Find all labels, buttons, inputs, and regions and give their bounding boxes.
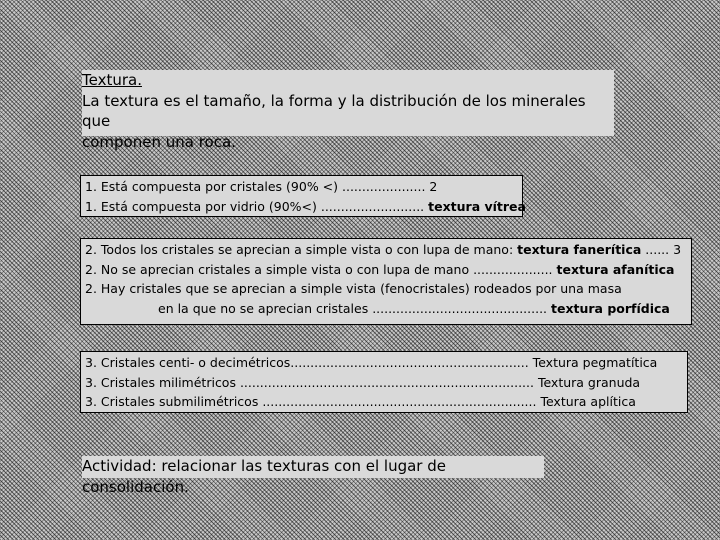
step-1b	[85, 197, 526, 217]
step-1b-text: 1. Está compuesta por vidrio (90%<) ..........................	[85, 198, 429, 214]
step-2c-continued	[85, 299, 686, 319]
activity-text: Actividad: relacionar las texturas con el lugar de consolidación.	[82, 456, 544, 478]
step-2a-result: textura fanerítica	[517, 242, 642, 257]
intro-text-line-2: componen una roca.	[82, 132, 236, 151]
step-2c: 2. Hay cristales que se aprecian a simple vista (fenocristales) rodeados por una masa	[85, 281, 622, 296]
intro-text-line-1: La textura es el tamaño, la forma y la distribución de los minerales que	[82, 91, 586, 130]
intro-block	[82, 70, 614, 151]
step-2b	[85, 260, 686, 280]
key-step-1-box	[80, 175, 526, 217]
step-1a: 1. Está compuesta por cristales (90% <) ..................... 2	[85, 179, 438, 194]
step-3b: 3. Cristales milimétricos .......................................................................... Textura granuda	[85, 374, 641, 390]
step-2a-tail: ...... 3	[641, 242, 682, 257]
key-step-2-box	[80, 238, 692, 325]
step-2c-continued-text: en la que no se aprecian cristales ............................................	[158, 300, 551, 316]
section-title: Textura.	[82, 71, 142, 89]
step-2a	[85, 240, 686, 260]
step-2b-text: 2. No se aprecian cristales a simple vista o con lupa de mano ....................	[85, 261, 557, 277]
step-2b-result: textura afanítica	[556, 261, 675, 277]
step-2c-result: textura porfídica	[551, 300, 670, 316]
step-3a: 3. Cristales centi- o decimétricos............................................................ Textura pegmatítica	[85, 355, 658, 370]
step-1b-result: textura vítrea	[428, 198, 526, 214]
key-step-3-box	[80, 351, 688, 413]
step-2a-text: 2. Todos los cristales se aprecian a simple vista o con lupa de mano:	[85, 242, 518, 257]
step-3c: 3. Cristales submilimétricos ..................................................................... Textura aplítica	[85, 394, 636, 409]
